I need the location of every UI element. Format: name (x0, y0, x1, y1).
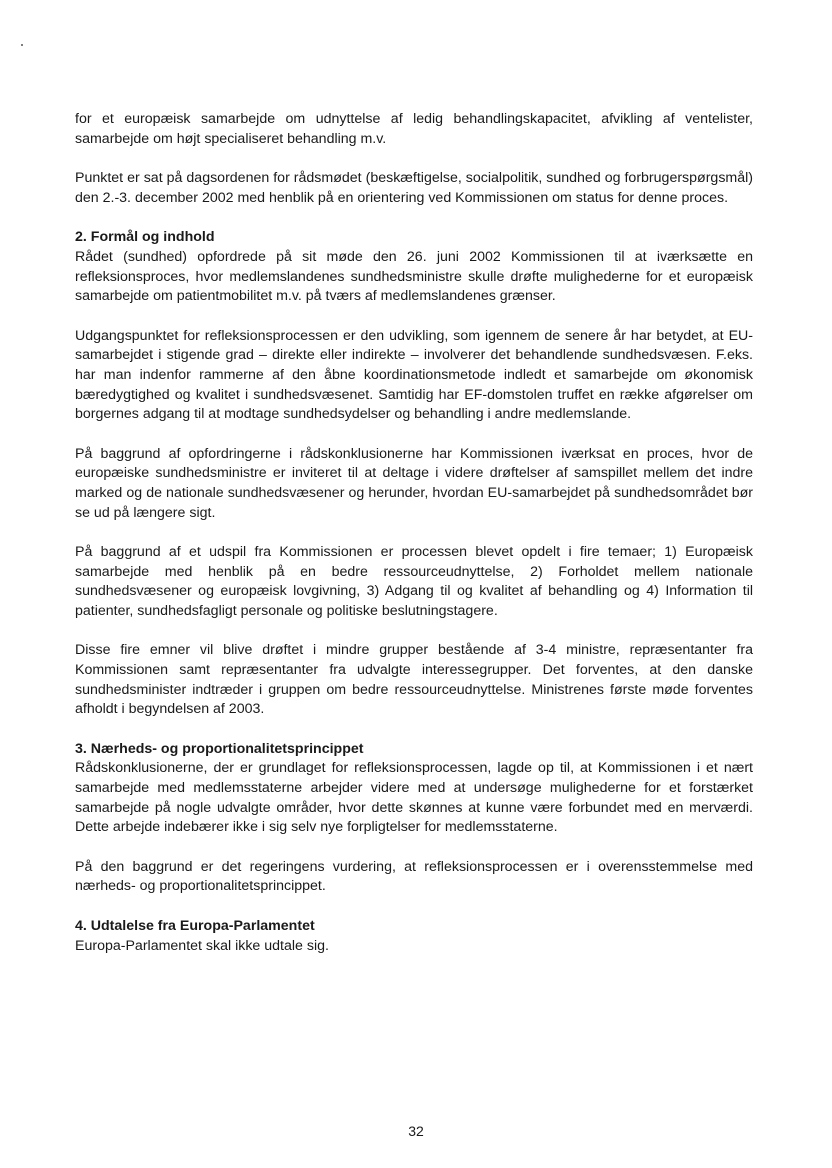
section-purpose-content (75, 228, 753, 719)
body-paragraph: Udgangspunktet for refleksionsprocessen er den udvikling, som igennem de senere år har betydet, at EU-samarbejdet i stigende grad – direkte eller indirekte – involverer det behandlende sundhedsvæsen. F.eks. har man indenfor rammerne af den åbne koordinationsmetode indledt et samarbejde om økonomisk bæredygtighed og kvalitet i sundhedsvæsenet. Samtidig har EF-domstolen truffet en række afgørelser om borgernes adgang til at modtage sundhedsydelser og behandling i andre medlemslande. (75, 327, 753, 423)
body-paragraph: På baggrund af opfordringerne i rådskonklusionerne har Kommissionen iværksat en proces, hvor de europæiske sundhedsministre er inviteret til at deltage i videre drøftelser af samspillet mellem det indre marked og de nationale sundhedsvæsener og herunder, hvordan EU-samarbejdet på sundhedsområdet bør se ud på længere sigt. (75, 445, 753, 521)
intro-paragraph: Punktet er sat på dagsordenen for rådsmødet (beskæftigelse, socialpolitik, sundhed og forbrugerspørgsmål) den 2.-3. december 2002 med henblik på en orientering ved Kommissionen om status for denne proces. (75, 170, 753, 206)
section-heading: 2. Formål og indhold (75, 229, 215, 246)
body-paragraph: På baggrund af et udspil fra Kommissionen er processen blevet opdelt i fire temaer; 1) Europæisk samarbejde med henblik på en bedre ressourceudnyttelse, 2) Forholdet mellem nationale sundhedsvæsener og europæisk lovgivning, 3) Adgang til og kvalitet af behandling og 4) Information til patienter, sundhedsfagligt personale og politiske beslutningstagere. (75, 544, 753, 619)
document-body (75, 110, 753, 976)
body-paragraph: Rådskonklusionerne, der er grundlaget for refleksionsprocessen, lagde op til, at Kommissionen i et nært samarbejde med medlemsstaterne arbejder videre med at undersøge mulighederne for et forstærket samarbejde på nogle udvalgte områder, hvor dette skønnes at kunne være forbundet med en merværdi. Dette arbejde indebærer ikke i sig selv nye forpligtelser for medlemsstaterne. (75, 760, 753, 836)
section-heading: 3. Nærheds- og proportionalitetsprincippet (75, 740, 364, 757)
body-paragraph: Rådet (sundhed) opfordrede på sit møde den 26. juni 2002 Kommissionen til at iværksætte en refleksionsproces, hvor medlemslandenes sundhedsministre skulle drøfte mulighederne for et europæisk samarbejde om patientmobilitet m.v. på tværs af medlemslandenes grænser. (75, 248, 753, 305)
intro-paragraph: for et europæisk samarbejde om udnyttelse af ledig behandlingskapacitet, afvikling af ventelister, samarbejde om højt specialiseret behandling m.v. (75, 111, 753, 147)
section-heading: 4. Udtalelse fra Europa-Parlamentet (75, 918, 315, 934)
scan-speck (21, 44, 23, 46)
section-parliament-opinion (75, 917, 753, 956)
page-number: 32 (408, 1123, 424, 1139)
body-paragraph: På den baggrund er det regeringens vurdering, at refleksionsprocessen er i overensstemmelse med nærheds- og proportionalitetsprincippet. (75, 858, 753, 895)
body-paragraph: Europa-Parlamentet skal ikke udtale sig. (75, 937, 329, 954)
section-subsidiarity (75, 740, 753, 897)
body-paragraph: Disse fire emner vil blive drøftet i mindre grupper bestående af 3-4 ministre, repræsentanter fra Kommissionen samt repræsentanter fra udvalgte interessegrupper. Det forventes, at den danske sundhedsminister indtræder i gruppen om bedre ressourceudnyttelse. Ministrenes første møde forventes afholdt i begyndelsen af 2003. (75, 642, 753, 718)
